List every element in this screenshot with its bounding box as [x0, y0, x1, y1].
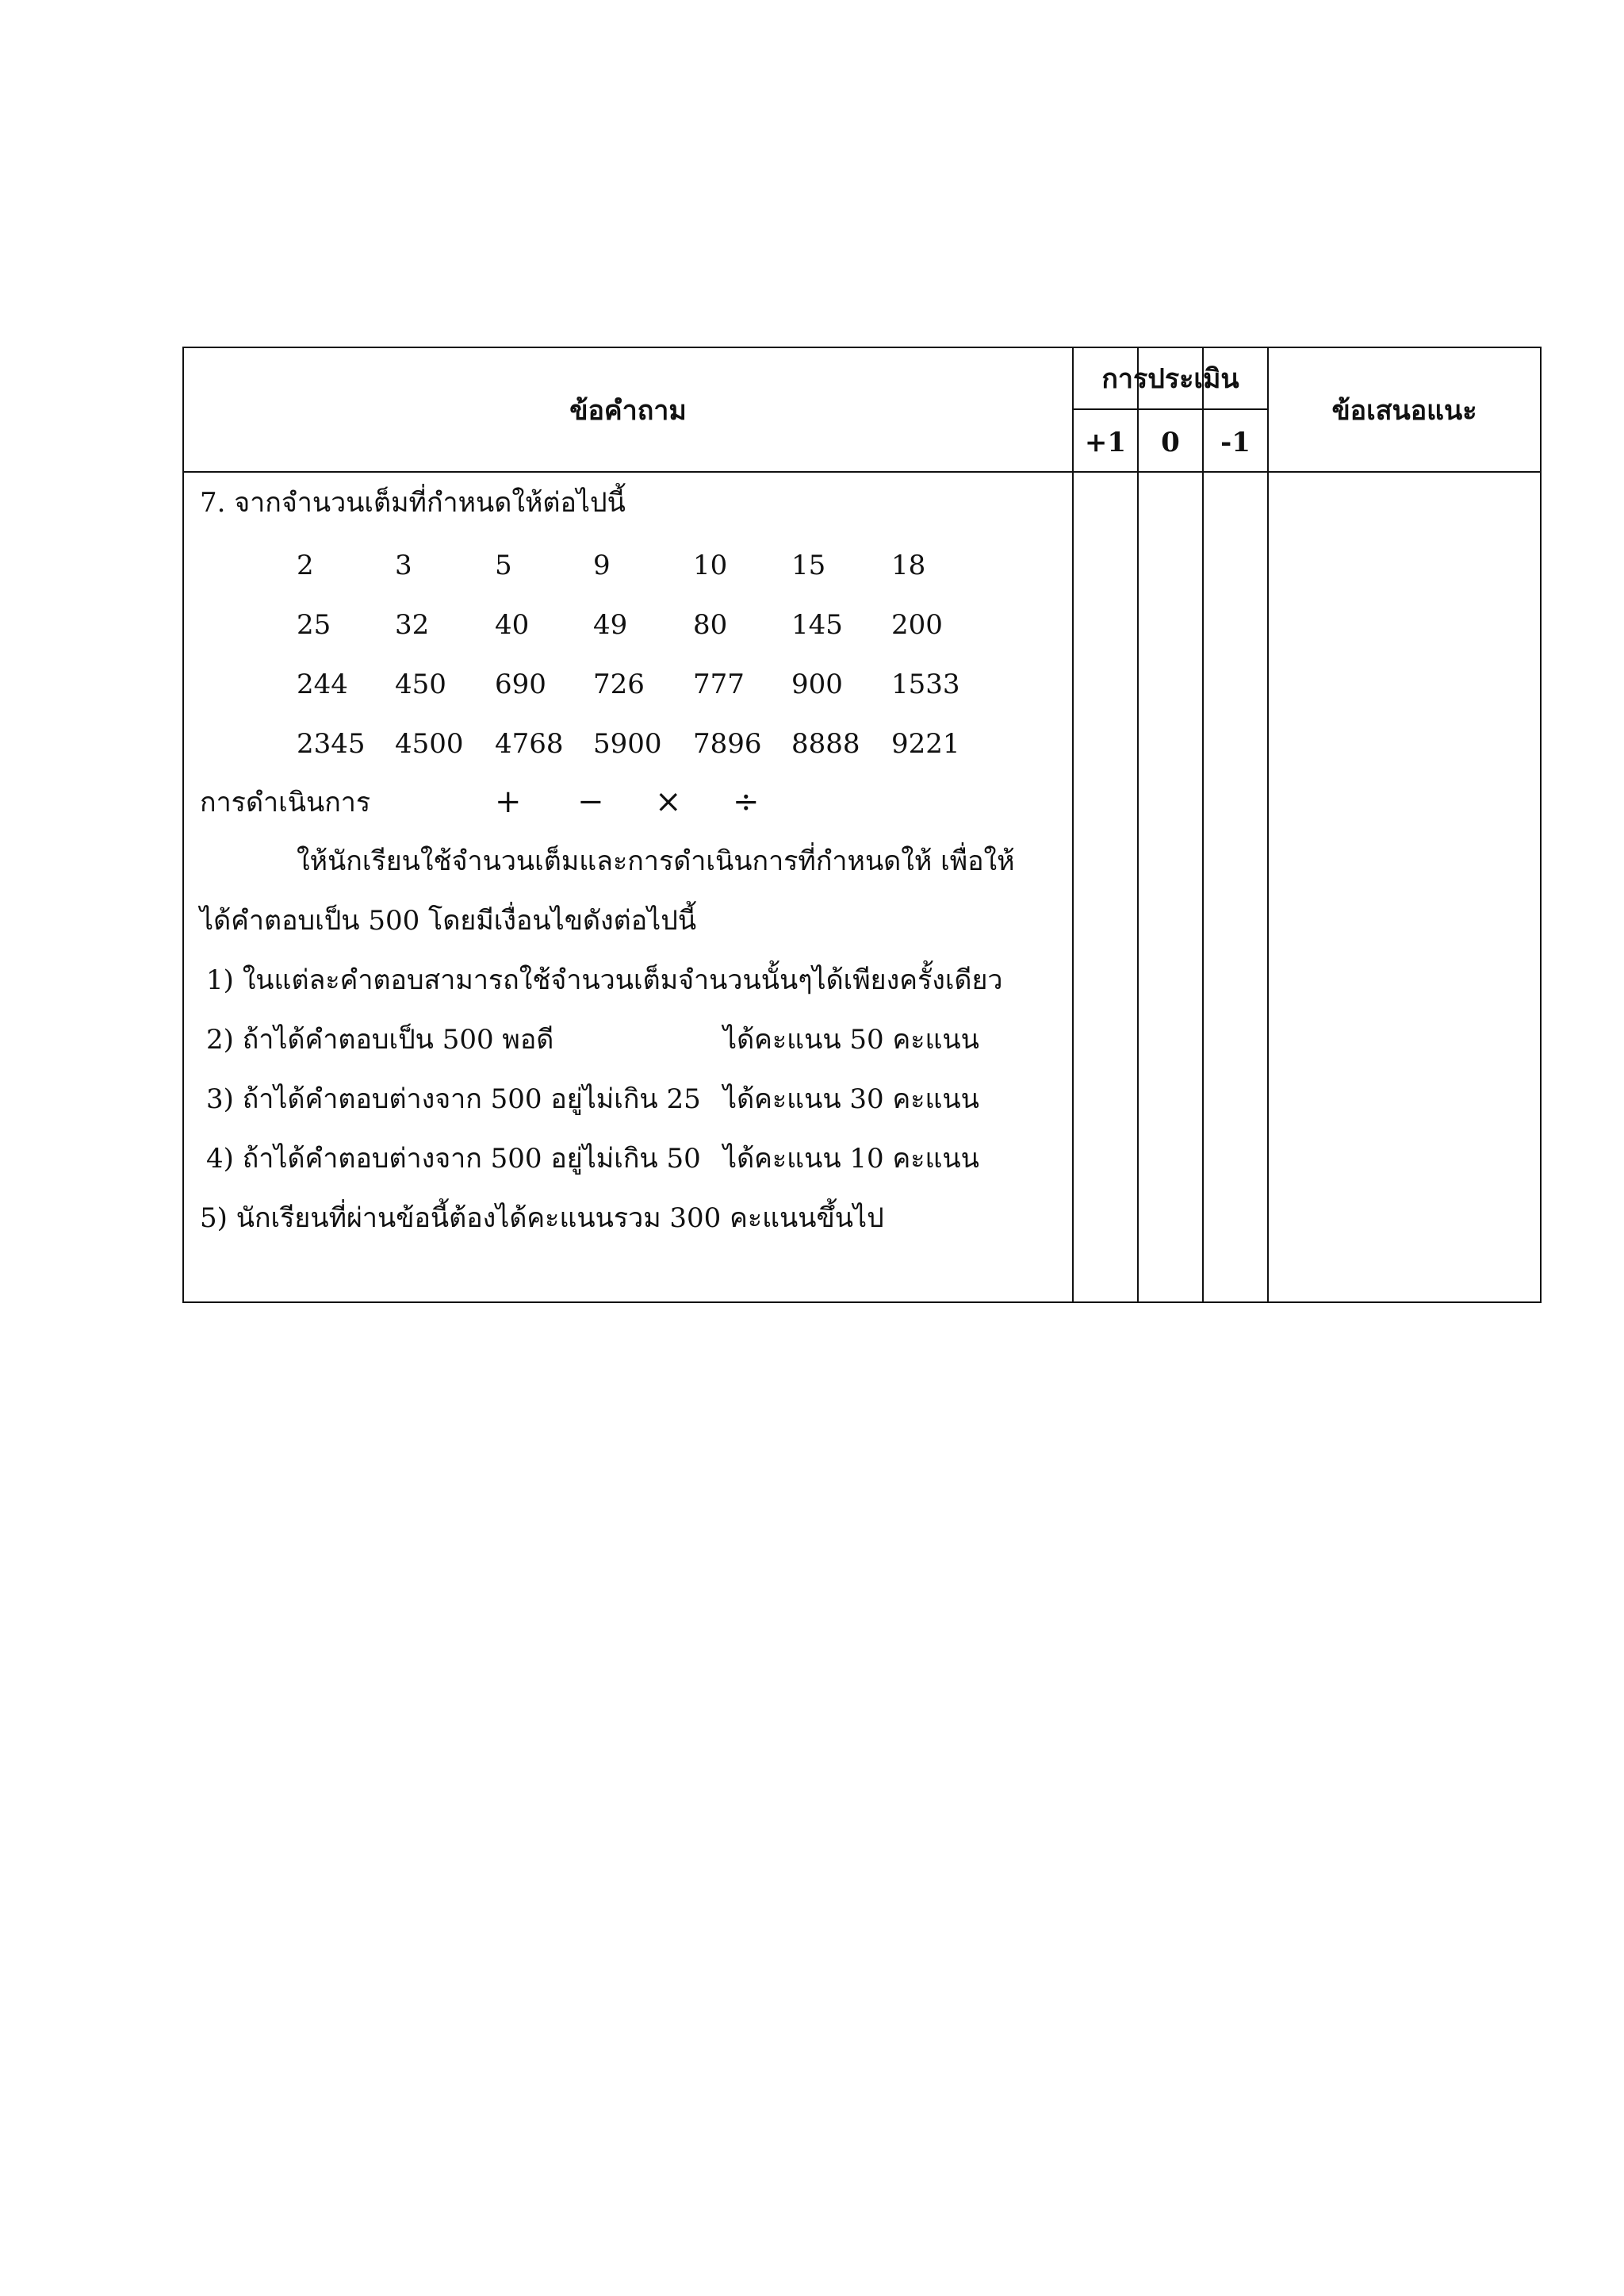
column-divider [1267, 348, 1269, 1301]
instruction-line: ให้นักเรียนใช้จำนวนเต็มและการดำเนินการที่กำหนดให้ เพื่อให้ [297, 845, 1015, 877]
number-cell: 5 [495, 550, 512, 581]
number-cell: 8888 [791, 728, 860, 760]
number-cell: 9 [593, 550, 611, 581]
number-cell: 2 [297, 550, 314, 581]
condition-5: 5) นักเรียนที่ผ่านข้อนี้ต้องได้คะแนนรวม 300 คะแนนขึ้นไป [200, 1202, 884, 1234]
number-cell: 9221 [891, 728, 960, 760]
number-cell: 18 [891, 550, 926, 581]
instruction-line: ได้คำตอบเป็น 500 โดยมีเงื่อนไขดังต่อไปนี้ [200, 905, 697, 937]
plus-operator: + [495, 784, 522, 820]
number-cell: 80 [693, 609, 728, 641]
number-cell: 4500 [395, 728, 464, 760]
column-divider [1137, 348, 1139, 1301]
suggestion-header: ข้อเสนอแนะ [1331, 395, 1477, 427]
question-intro: 7. จากจำนวนเต็มที่กำหนดให้ต่อไปนี้ [200, 487, 626, 519]
number-cell: 690 [495, 669, 546, 700]
condition-3-score: ได้คะแนน 30 คะแนน [723, 1083, 979, 1115]
score-zero-header: 0 [1161, 427, 1180, 458]
column-divider [1202, 348, 1204, 1301]
number-cell: 1533 [891, 669, 960, 700]
number-cell: 450 [395, 669, 446, 700]
column-divider [1072, 348, 1074, 1301]
operations-label: การดำเนินการ [200, 787, 371, 818]
row-divider [1072, 408, 1267, 410]
header-divider [184, 471, 1540, 473]
divide-operator: ÷ [733, 784, 760, 820]
number-cell: 726 [593, 669, 645, 700]
number-cell: 777 [693, 669, 745, 700]
number-cell: 145 [791, 609, 843, 641]
number-cell: 25 [297, 609, 331, 641]
number-cell: 7896 [693, 728, 762, 760]
condition-4: 4) ถ้าได้คำตอบต่างจาก 500 อยู่ไม่เกิน 50 [206, 1143, 701, 1175]
number-cell: 4768 [495, 728, 564, 760]
number-cell: 900 [791, 669, 843, 700]
evaluation-header: การประเมิน [1101, 363, 1239, 395]
number-cell: 32 [395, 609, 430, 641]
question-header: ข้อคำถาม [569, 395, 687, 427]
condition-3: 3) ถ้าได้คำตอบต่างจาก 500 อยู่ไม่เกิน 25 [206, 1083, 701, 1115]
number-cell: 200 [891, 609, 943, 641]
number-cell: 49 [593, 609, 628, 641]
times-operator: × [655, 784, 682, 820]
evaluation-table [182, 347, 1542, 1303]
number-cell: 2345 [297, 728, 366, 760]
minus-operator: − [577, 784, 604, 820]
condition-4-score: ได้คะแนน 10 คะแนน [723, 1143, 979, 1175]
score-plus-header: +1 [1084, 427, 1127, 458]
number-cell: 3 [395, 550, 412, 581]
condition-2-score: ได้คะแนน 50 คะแนน [723, 1024, 979, 1056]
condition-1: 1) ในแต่ละคำตอบสามารถใช้จำนวนเต็มจำนวนนั้นๆได้เพียงครั้งเดียว [206, 964, 1003, 996]
number-cell: 40 [495, 609, 530, 641]
number-cell: 244 [297, 669, 348, 700]
score-minus-header: -1 [1220, 427, 1251, 458]
condition-2: 2) ถ้าได้คำตอบเป็น 500 พอดี [206, 1024, 554, 1056]
number-cell: 15 [791, 550, 826, 581]
number-cell: 5900 [593, 728, 662, 760]
number-cell: 10 [693, 550, 728, 581]
